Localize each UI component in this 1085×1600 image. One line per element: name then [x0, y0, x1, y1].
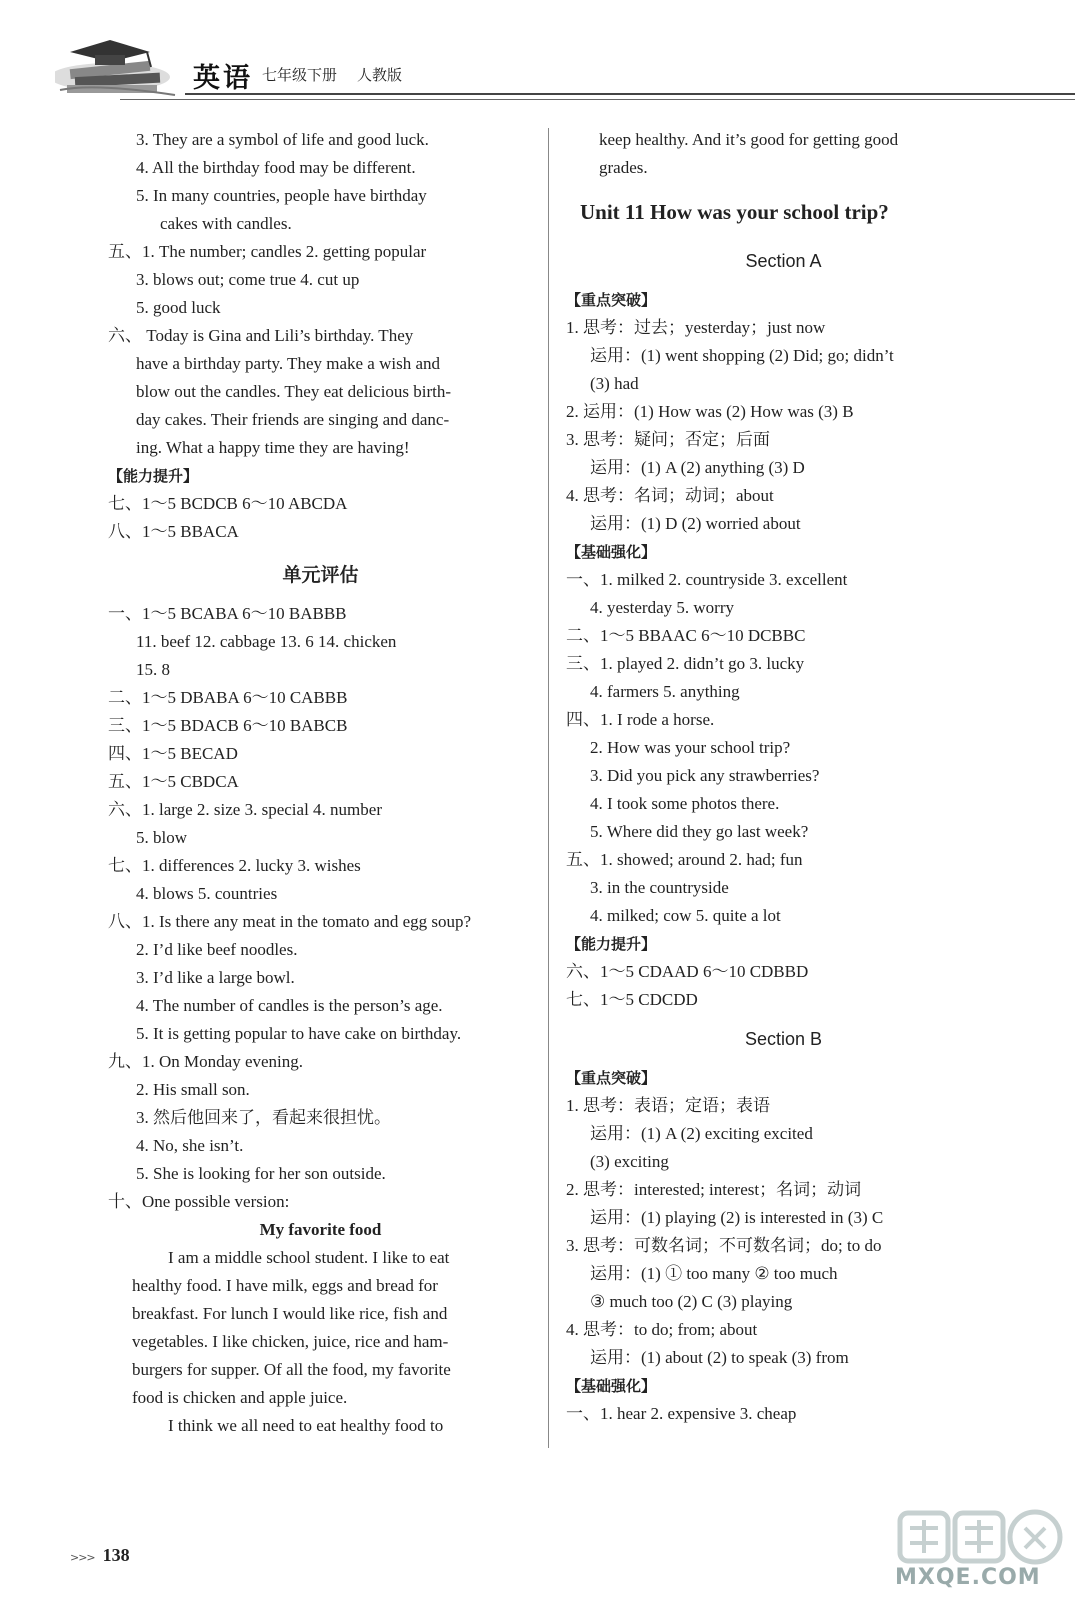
- answer-line: 15. 8: [136, 660, 170, 679]
- answer-line: 一、1. milked 2. countryside 3. excellent: [566, 570, 848, 589]
- answer-line: 四、1～5 BECAD: [108, 744, 238, 763]
- section-a-heading: Section A: [745, 251, 822, 271]
- answer-line: 5. blow: [136, 828, 187, 847]
- answer-line: ③ much too (2) C (3) playing: [590, 1292, 793, 1311]
- essay-line: food is chicken and apple juice.: [132, 1388, 348, 1407]
- answer-line: 三、1～5 BDACB 6～10 BABCB: [108, 716, 348, 735]
- answer-line: 七、1～5 BCDCB 6～10 ABCDA: [108, 494, 348, 513]
- answer-line: 2. His small son.: [136, 1080, 250, 1099]
- answer-line: 九、1. On Monday evening.: [108, 1052, 304, 1071]
- answer-line: 3. 思考：可数名词；不可数名词；do; to do: [566, 1236, 882, 1255]
- essay-line: grades.: [599, 158, 648, 177]
- answer-line: 四、1. I rode a horse.: [566, 710, 715, 729]
- answer-line: 4. blows 5. countries: [136, 884, 278, 903]
- essay-title: My favorite food: [259, 1220, 382, 1239]
- answer-line: 十、One possible version:: [108, 1192, 290, 1211]
- answer-line: 3. They are a symbol of life and good luck.: [136, 130, 429, 149]
- section-tag: 【能力提升】: [566, 935, 657, 953]
- unit-title: Unit 11 How was your school trip?: [580, 200, 889, 224]
- grade-label: 七年级下册: [262, 66, 338, 84]
- answer-line: 八、1. Is there any meat in the tomato and egg soup?: [108, 912, 472, 931]
- answer-line: 4. The number of candles is the person’s age.: [136, 996, 443, 1015]
- page-number: [70, 1545, 130, 1566]
- answer-line: 5. Where did they go last week?: [590, 822, 809, 841]
- answer-line: 1. 思考：表语；定语；表语: [566, 1096, 770, 1115]
- answer-line: 5. She is looking for her son outside.: [136, 1164, 386, 1183]
- answer-line: ing. What a happy time they are having!: [136, 438, 410, 457]
- answer-line: 六、1. large 2. size 3. special 4. number: [108, 800, 382, 819]
- answer-line: 运用：(1) playing (2) is interested in (3) C: [590, 1208, 884, 1227]
- answer-line: 八、1～5 BBACA: [108, 522, 239, 541]
- answer-line: 4. No, she isn’t.: [136, 1136, 244, 1155]
- answer-line: 2. I’d like beef noodles.: [136, 940, 298, 959]
- section-tag: 【基础强化】: [566, 1377, 657, 1395]
- answer-line: 4. 思考：to do; from; about: [566, 1320, 758, 1339]
- answer-line: 3. I’d like a large bowl.: [136, 968, 295, 987]
- answer-line: 一、1. hear 2. expensive 3. cheap: [566, 1404, 797, 1423]
- section-b-heading: Section B: [744, 1029, 823, 1049]
- section-tag: 【重点突破】: [566, 1069, 657, 1087]
- answer-line: 二、1～5 DBABA 6～10 CABBB: [108, 688, 348, 707]
- answer-line: 六、 Today is Gina and Lili’s birthday. They: [108, 326, 414, 345]
- header-rule-thin: [120, 99, 1075, 100]
- answer-line: 4. milked; cow 5. quite a lot: [590, 906, 781, 925]
- section-tag: 【重点突破】: [566, 291, 657, 309]
- section-tag: 【能力提升】: [108, 467, 199, 485]
- answer-line: 七、1. differences 2. lucky 3. wishes: [108, 856, 361, 875]
- section-tag: 【基础强化】: [566, 543, 657, 561]
- essay-line: burgers for supper. Of all the food, my favorite: [132, 1360, 451, 1379]
- chevrons-icon: >>>: [70, 1551, 95, 1564]
- answer-line: 一、1～5 BCABA 6～10 BABBB: [108, 604, 347, 623]
- page-header: [0, 0, 1085, 110]
- left-column: [108, 126, 533, 1440]
- answer-line: 五、1～5 CBDCA: [108, 772, 239, 791]
- answer-line: cakes with candles.: [160, 214, 292, 233]
- answer-line: day cakes. Their friends are singing and danc-: [136, 410, 450, 429]
- essay-line: healthy food. I have milk, eggs and bread for: [132, 1276, 438, 1295]
- section-heading: 单元评估: [282, 564, 359, 586]
- essay-line: keep healthy. And it’s good for getting good: [599, 130, 899, 149]
- answer-line: 11. beef 12. cabbage 13. 6 14. chicken: [136, 632, 397, 651]
- answer-line: 4. All the birthday food may be different.: [136, 158, 416, 177]
- essay-line: breakfast. For lunch I would like rice, fish and: [132, 1304, 448, 1323]
- answer-line: 3. in the countryside: [590, 878, 729, 897]
- answer-line: 2. 运用：(1) How was (2) How was (3) B: [566, 402, 854, 421]
- answer-line: 二、1～5 BBAAC 6～10 DCBBC: [566, 626, 806, 645]
- answer-line: have a birthday party. They make a wish and: [136, 354, 441, 373]
- answer-line: 3. blows out; come true 4. cut up: [136, 270, 360, 289]
- books-graduation-cap-icon: [55, 35, 185, 100]
- essay-line: vegetables. I like chicken, juice, rice and ham-: [132, 1332, 449, 1351]
- answer-line: 1. 思考：过去；yesterday；just now: [566, 318, 826, 337]
- page-number-value: 138: [102, 1545, 130, 1565]
- answer-line: 4. farmers 5. anything: [590, 682, 740, 701]
- header-rule: [185, 93, 1075, 95]
- answer-line: 运用：(1) ① too many ② too much: [590, 1264, 838, 1283]
- answer-line: 3. Did you pick any strawberries?: [590, 766, 820, 785]
- answer-line: 六、1～5 CDAAD 6～10 CDBBD: [566, 962, 809, 981]
- answer-line: (3) had: [590, 374, 639, 393]
- subject-title: 英语: [193, 63, 253, 94]
- answer-line: 3. 然后他回来了，看起来很担忧。: [136, 1108, 391, 1127]
- answer-line: blow out the candles. They eat delicious birth-: [136, 382, 452, 401]
- answer-line: 2. How was your school trip?: [590, 738, 791, 757]
- answer-line: 3. 思考：疑问；否定；后面: [566, 430, 770, 449]
- answer-line: 运用：(1) D (2) worried about: [590, 514, 801, 533]
- answer-line: 运用：(1) went shopping (2) Did; go; didn’t: [590, 346, 894, 365]
- answer-line: 4. I took some photos there.: [590, 794, 780, 813]
- answer-line: 4. yesterday 5. worry: [590, 598, 734, 617]
- essay-line: I think we all need to eat healthy food to: [168, 1416, 444, 1435]
- edition-label: 人教版: [357, 66, 403, 84]
- answer-line: 2. 思考：interested; interest；名词；动词: [566, 1180, 862, 1199]
- answer-line: 运用：(1) A (2) exciting excited: [590, 1124, 813, 1143]
- answer-line: 运用：(1) A (2) anything (3) D: [590, 458, 805, 477]
- answer-line: 三、1. played 2. didn’t go 3. lucky: [566, 654, 805, 673]
- right-column: [566, 126, 1001, 1428]
- answer-line: 5. In many countries, people have birthday: [136, 186, 427, 205]
- answer-line: 运用：(1) about (2) to speak (3) from: [590, 1348, 849, 1367]
- answer-line: 七、1～5 CDCDD: [566, 990, 698, 1009]
- answer-line: 五、1. The number; candles 2. getting popular: [108, 242, 427, 261]
- essay-line: I am a middle school student. I like to eat: [168, 1248, 450, 1267]
- answer-line: 4. 思考：名词；动词；about: [566, 486, 774, 505]
- answer-line: 5. It is getting popular to have cake on birthday.: [136, 1024, 462, 1043]
- column-divider: [548, 128, 549, 1448]
- answer-line: 5. good luck: [136, 298, 221, 317]
- answer-line: 五、1. showed; around 2. had; fun: [566, 850, 803, 869]
- watermark-text: MXQE.COM: [895, 1565, 1041, 1590]
- answer-line: (3) exciting: [590, 1152, 669, 1171]
